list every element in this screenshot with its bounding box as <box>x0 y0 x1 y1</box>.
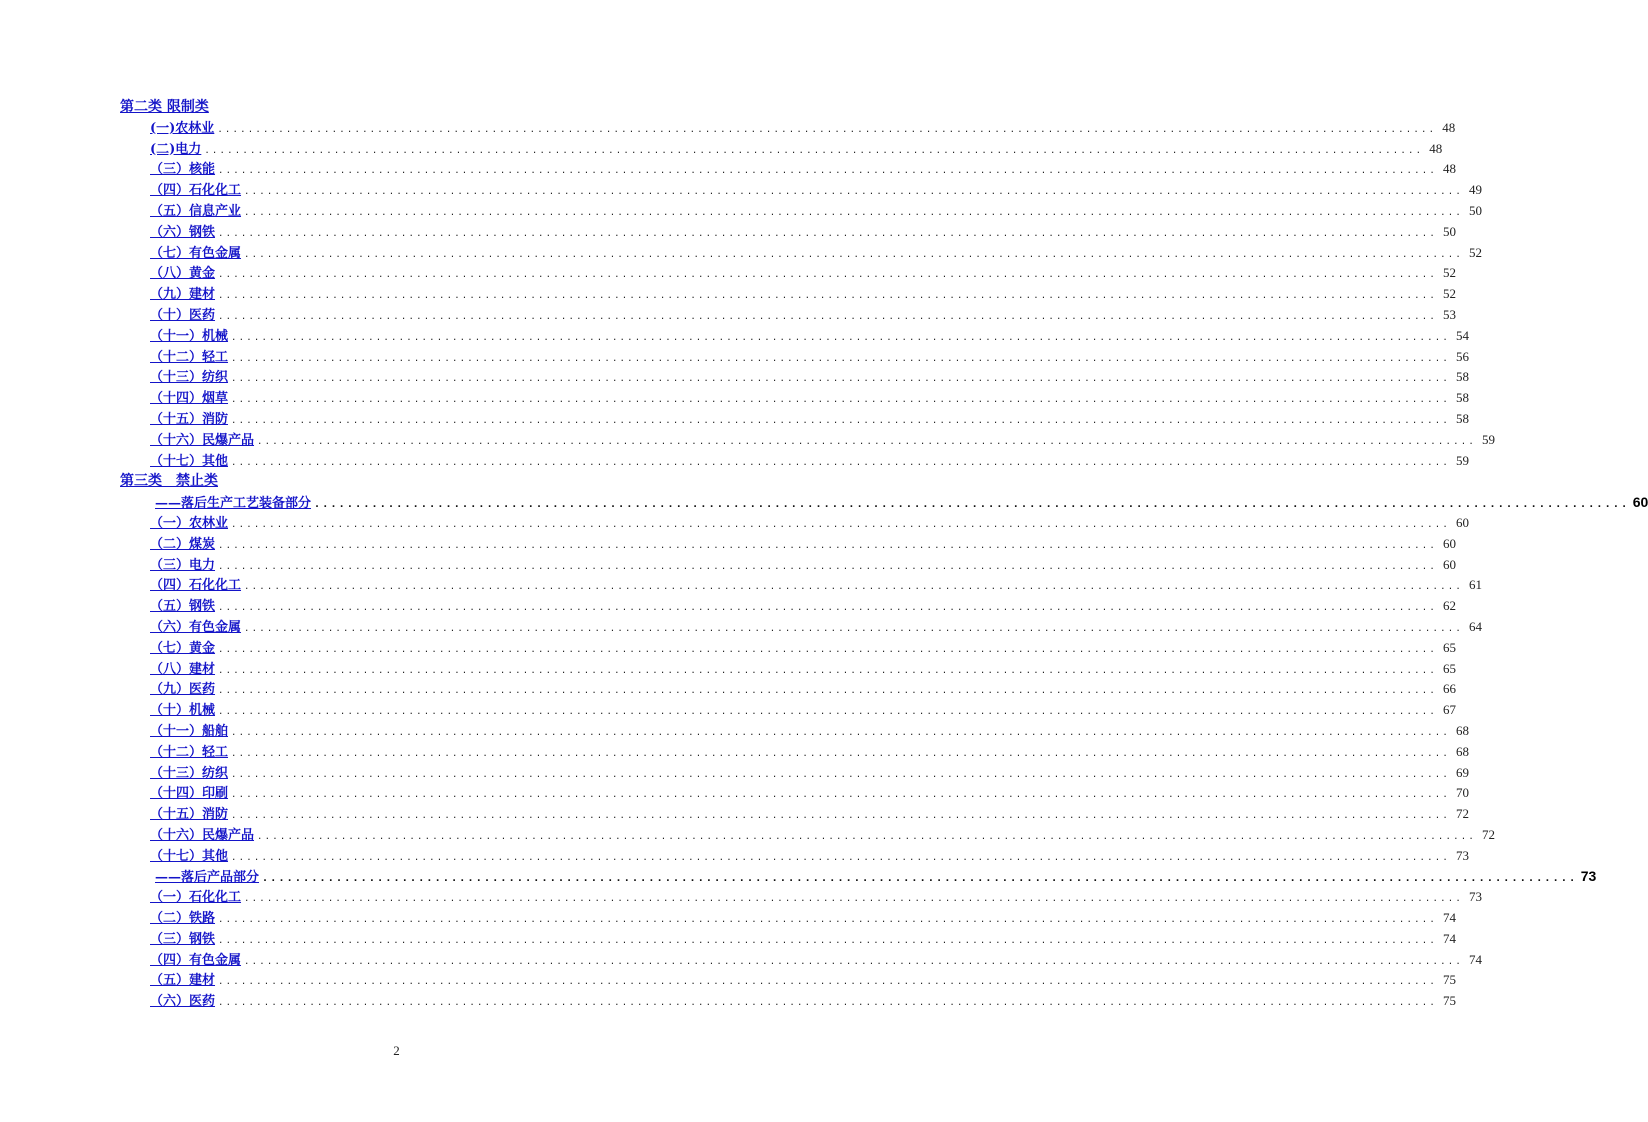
toc-page-number: 53 <box>1442 306 1456 322</box>
toc-subsection-row[interactable] <box>0 492 1648 513</box>
toc-entry[interactable] <box>0 638 1456 659</box>
leader-dots: ................................................................................................................................................................ <box>218 561 1437 572</box>
leader-dots: ................................................................................................................................................................ <box>244 207 1463 218</box>
toc-page-number: 56 <box>1455 348 1469 364</box>
toc-page-number: 59 <box>1455 452 1469 468</box>
toc-section-heading[interactable] <box>0 471 793 492</box>
toc-page-number: 52 <box>1468 244 1482 260</box>
toc-entry-link[interactable]: （十）机械 <box>150 703 216 719</box>
toc-page-number: 48 <box>1442 161 1456 177</box>
toc-entry-link[interactable]: （四）有色金属 <box>150 952 242 968</box>
toc-entry-link[interactable]: （十七）其他 <box>150 848 229 864</box>
toc-entry[interactable] <box>0 804 1469 825</box>
toc-entry[interactable] <box>0 263 1456 284</box>
toc-entry[interactable] <box>0 721 1469 742</box>
leader-dots: ................................................................................................................................................................ <box>218 686 1437 697</box>
leader-dots: ................................................................................................................................................................ <box>218 540 1437 551</box>
toc-page-number: 68 <box>1455 743 1469 759</box>
leader-dots: ................................................................................................................................................................ <box>218 915 1437 926</box>
toc-entry[interactable] <box>0 763 1469 784</box>
toc-entry[interactable] <box>0 284 1456 305</box>
toc-page-number: 74 <box>1442 930 1456 946</box>
leader-dots: ................................................................................................................................................................ <box>262 873 1578 885</box>
toc-entry[interactable] <box>0 783 1469 804</box>
leader-dots: ................................................................................................................................................................ <box>244 187 1463 198</box>
toc-page-number: 73 <box>1468 889 1482 905</box>
toc-entry[interactable] <box>0 617 1482 638</box>
toc-entry-link[interactable]: （十五）消防 <box>150 411 229 427</box>
toc-page-number: 72 <box>1481 826 1495 842</box>
toc-entry[interactable] <box>0 409 1469 430</box>
leader-dots: ................................................................................................................................................................ <box>218 311 1437 322</box>
leader-dots: ................................................................................................................................................................ <box>231 353 1450 364</box>
toc-page-number: 62 <box>1442 598 1456 614</box>
toc-entry[interactable] <box>0 139 1443 160</box>
leader-dots: ................................................................................................................................................................ <box>231 769 1450 780</box>
leader-dots: ................................................................................................................................................................ <box>231 790 1450 801</box>
toc-entry-link[interactable]: （六）钢铁 <box>150 224 216 240</box>
table-of-contents <box>0 97 1648 1012</box>
toc-entry[interactable] <box>0 118 1456 139</box>
toc-page-number: 69 <box>1455 764 1469 780</box>
toc-entry[interactable] <box>0 700 1456 721</box>
toc-entry-link[interactable]: （八）黄金 <box>150 266 216 282</box>
toc-entry[interactable] <box>0 430 1495 451</box>
leader-dots: ................................................................................................................................................................ <box>218 291 1437 302</box>
toc-page-number: 74 <box>1442 910 1456 926</box>
toc-entry-link[interactable]: （十一）船舶 <box>150 723 229 739</box>
leader-dots: ................................................................................................................................................................ <box>218 977 1437 988</box>
toc-entry[interactable] <box>0 534 1456 555</box>
toc-entry[interactable] <box>0 887 1482 908</box>
toc-entry[interactable] <box>0 991 1456 1012</box>
toc-entry[interactable] <box>0 742 1469 763</box>
toc-entry-link[interactable]: （十六）民爆产品 <box>150 432 255 448</box>
leader-dots: ................................................................................................................................................................ <box>244 249 1463 260</box>
leader-dots: ................................................................................................................................................................ <box>218 665 1437 676</box>
leader-dots: ................................................................................................................................................................ <box>231 852 1450 863</box>
toc-entry[interactable] <box>0 326 1469 347</box>
toc-page-number: 65 <box>1442 660 1456 676</box>
toc-page-number: 70 <box>1455 785 1469 801</box>
toc-entry-link[interactable]: （七）黄金 <box>150 640 216 656</box>
toc-page-number: 48 <box>1442 119 1456 135</box>
toc-page-number: 54 <box>1455 327 1469 343</box>
toc-entry[interactable] <box>0 950 1482 971</box>
toc-section-link[interactable]: 第三类 禁止类 <box>120 473 218 490</box>
leader-dots: ................................................................................................................................................................ <box>218 603 1437 614</box>
toc-entry-link[interactable]: (二)电力 <box>150 141 202 157</box>
toc-page-number: 48 <box>1429 140 1443 156</box>
toc-entry-link[interactable]: （四）石化化工 <box>150 578 242 594</box>
toc-entry[interactable] <box>0 222 1456 243</box>
toc-page-number: 50 <box>1442 223 1456 239</box>
toc-entry[interactable] <box>0 243 1482 264</box>
toc-entry[interactable] <box>0 679 1456 700</box>
toc-entry-link[interactable]: （十二）轻工 <box>150 744 229 760</box>
toc-entry-link[interactable]: （五）信息产业 <box>150 203 242 219</box>
leader-dots: ................................................................................................................................................................ <box>231 332 1450 343</box>
toc-entry[interactable] <box>0 201 1482 222</box>
leader-dots: ................................................................................................................................................................ <box>218 644 1437 655</box>
toc-page-number: 68 <box>1455 722 1469 738</box>
toc-entry-link[interactable]: （十四）烟草 <box>150 391 229 407</box>
toc-entry-link[interactable]: (一)农林业 <box>150 120 215 136</box>
toc-page-number: 72 <box>1455 806 1469 822</box>
leader-dots: ................................................................................................................................................................ <box>231 374 1450 385</box>
toc-page-number: 60 <box>1455 514 1469 530</box>
toc-entry-link[interactable]: （十一）机械 <box>150 328 229 344</box>
leader-dots: ................................................................................................................................................................ <box>231 811 1450 822</box>
toc-entry[interactable] <box>0 825 1495 846</box>
toc-page-number: 58 <box>1455 369 1469 385</box>
toc-entry-link[interactable]: （一）石化化工 <box>150 890 242 906</box>
toc-entry-link[interactable]: （三）钢铁 <box>150 931 216 947</box>
toc-subsection-link[interactable]: ——落后生产工艺装备部分 <box>155 496 312 512</box>
toc-entry-link[interactable]: （十六）民爆产品 <box>150 827 255 843</box>
toc-page-number: 67 <box>1442 702 1456 718</box>
leader-dots: ................................................................................................................................................................ <box>244 623 1463 634</box>
leader-dots: ................................................................................................................................................................ <box>257 831 1476 842</box>
toc-page-number: 58 <box>1455 390 1469 406</box>
toc-page-number: 61 <box>1468 577 1482 593</box>
toc-entry[interactable] <box>0 347 1469 368</box>
toc-entry-link[interactable]: （七）有色金属 <box>150 245 242 261</box>
toc-entry-link[interactable]: （十五）消防 <box>150 807 229 823</box>
leader-dots: ................................................................................................................................................................ <box>244 894 1463 905</box>
toc-entry[interactable] <box>0 180 1482 201</box>
leader-dots: ................................................................................................................................................................ <box>218 166 1437 177</box>
toc-entry-link[interactable]: （六）医药 <box>150 994 216 1010</box>
toc-entry-link[interactable]: （九）建材 <box>150 287 216 303</box>
toc-page-number: 60 <box>1632 494 1648 511</box>
toc-entry-link[interactable]: （三）核能 <box>150 162 216 178</box>
toc-page-number: 75 <box>1442 972 1456 988</box>
leader-dots: ................................................................................................................................................................ <box>218 270 1437 281</box>
toc-entry-link[interactable]: （十四）印刷 <box>150 786 229 802</box>
toc-page-number: 74 <box>1468 951 1482 967</box>
toc-subsection-row[interactable] <box>0 866 1597 887</box>
toc-page-number: 52 <box>1442 265 1456 281</box>
leader-dots: ................................................................................................................................................................ <box>244 582 1463 593</box>
toc-section-link[interactable]: 第二类 限制类 <box>120 99 209 115</box>
page-number: 2 <box>393 1043 400 1058</box>
toc-entry[interactable] <box>0 846 1469 867</box>
leader-dots: ................................................................................................................................................................ <box>204 145 1424 156</box>
toc-entry[interactable] <box>0 305 1456 326</box>
toc-entry[interactable] <box>0 596 1456 617</box>
toc-entry-link[interactable]: （九）医药 <box>150 682 216 698</box>
leader-dots: ................................................................................................................................................................ <box>231 727 1450 738</box>
toc-entry[interactable] <box>0 555 1456 576</box>
toc-entry-link[interactable]: （二）煤炭 <box>150 536 216 552</box>
toc-page-number: 73 <box>1455 847 1469 863</box>
toc-page-number: 58 <box>1455 410 1469 426</box>
toc-page-number: 66 <box>1442 681 1456 697</box>
toc-entry-link[interactable]: （五）钢铁 <box>150 599 216 615</box>
leader-dots: ................................................................................................................................................................ <box>231 395 1450 406</box>
leader-dots: ................................................................................................................................................................ <box>257 436 1476 447</box>
toc-entry-link[interactable]: （六）有色金属 <box>150 619 242 635</box>
leader-dots: ................................................................................................................................................................ <box>218 707 1437 718</box>
toc-entry-link[interactable]: （八）建材 <box>150 661 216 677</box>
leader-dots: ................................................................................................................................................................ <box>231 519 1450 530</box>
toc-entry-link[interactable]: （十七）其他 <box>150 453 229 469</box>
toc-entry[interactable] <box>0 659 1456 680</box>
toc-entry-link[interactable]: （二）铁路 <box>150 911 216 927</box>
toc-entry[interactable] <box>0 908 1456 929</box>
toc-page-number: 64 <box>1468 618 1482 634</box>
toc-entry-link[interactable]: （五）建材 <box>150 973 216 989</box>
toc-page-number: 50 <box>1468 202 1482 218</box>
toc-entry[interactable] <box>0 388 1469 409</box>
toc-subsection-link[interactable]: ——落后产品部分 <box>155 870 260 886</box>
leader-dots: ................................................................................................................................................................ <box>218 228 1437 239</box>
leader-dots: ................................................................................................................................................................ <box>218 935 1437 946</box>
leader-dots: ................................................................................................................................................................ <box>218 998 1437 1009</box>
toc-page-number: 60 <box>1442 556 1456 572</box>
toc-section-heading[interactable] <box>0 97 793 118</box>
leader-dots: ................................................................................................................................................................ <box>231 748 1450 759</box>
leader-dots: ................................................................................................................................................................ <box>231 415 1450 426</box>
toc-entry[interactable] <box>0 575 1482 596</box>
toc-page-number: 60 <box>1442 535 1456 551</box>
toc-entry-link[interactable]: （三）电力 <box>150 557 216 573</box>
toc-page-number: 65 <box>1442 639 1456 655</box>
toc-page-number: 75 <box>1442 993 1456 1009</box>
toc-page-number: 73 <box>1580 868 1597 885</box>
leader-dots: ................................................................................................................................................................ <box>244 956 1463 967</box>
toc-page-number: 52 <box>1442 286 1456 302</box>
toc-entry-link[interactable]: （十二）轻工 <box>150 349 229 365</box>
leader-dots: ................................................................................................................................................................ <box>314 499 1630 511</box>
toc-entry-link[interactable]: （十三）纺织 <box>150 370 229 386</box>
toc-entry[interactable] <box>0 367 1469 388</box>
toc-page-number: 49 <box>1468 182 1482 198</box>
toc-entry[interactable] <box>0 451 1469 472</box>
leader-dots: ................................................................................................................................................................ <box>231 457 1450 468</box>
toc-entry[interactable] <box>0 929 1456 950</box>
toc-entry[interactable] <box>0 159 1456 180</box>
toc-entry-link[interactable]: （十三）纺织 <box>150 765 229 781</box>
leader-dots: ................................................................................................................................................................ <box>217 124 1437 135</box>
toc-entry-link[interactable]: （四）石化化工 <box>150 183 242 199</box>
toc-entry[interactable] <box>0 970 1456 991</box>
toc-entry[interactable] <box>0 513 1469 534</box>
toc-entry-link[interactable]: （十）医药 <box>150 307 216 323</box>
toc-entry-link[interactable]: （一）农林业 <box>150 515 229 531</box>
toc-page-number: 59 <box>1481 431 1495 447</box>
